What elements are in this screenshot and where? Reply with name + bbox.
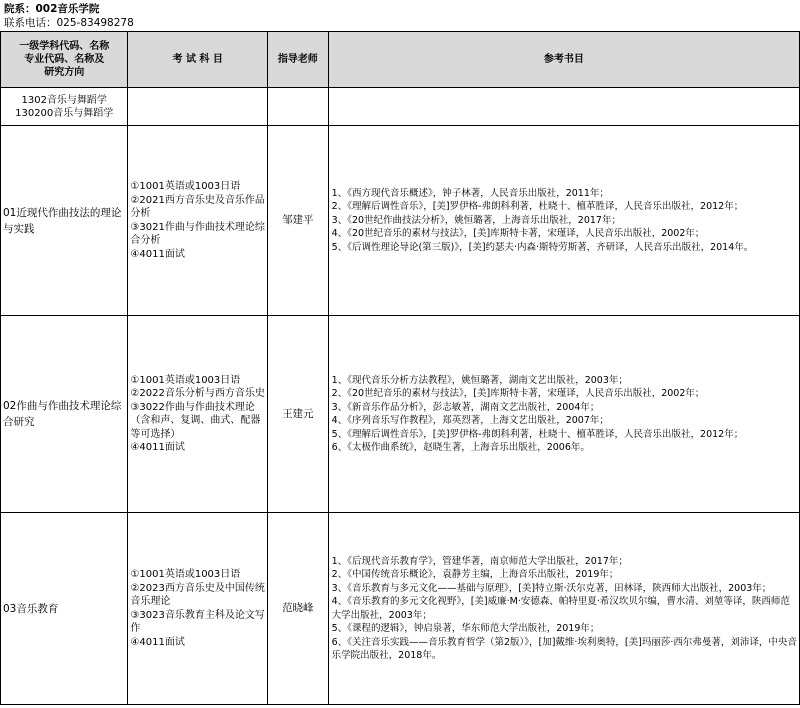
col-header-exams: 考 试 科 目 — [128, 32, 268, 88]
book-item: 4、《20世纪音乐的素材与技法》，[美]库斯特卡著，宋瑾译，人民音乐出版社，2002年； — [331, 228, 705, 240]
exam-item: ③3021作曲与作曲技术理论综合分析 — [130, 221, 265, 246]
exam-item: ④4011面试 — [130, 636, 185, 648]
col-header-direction: 一级学科代码、名称 专业代码、名称及 研究方向 — [1, 32, 128, 88]
college-label: 院系：002音乐学院 — [4, 3, 100, 15]
exam-item: ①1001英语或1003日语 — [130, 569, 241, 580]
exam-item: ①1001英语或1003日语 — [130, 181, 241, 192]
exam-cell — [128, 316, 268, 513]
col-header-books: 参考书目 — [328, 32, 799, 88]
book-item: 3、《音乐教育与多元文化——基础与原理》，[美]特立斯·沃尔克著，田林译，陕西师大出版社，2003年； — [331, 582, 772, 594]
exam-item: ②2021西方音乐史及音乐作品分析 — [130, 194, 265, 219]
exam-item: ④4011面试 — [130, 248, 185, 260]
col-header-teacher: 指导老师 — [267, 32, 328, 88]
exam-item: ③3022作曲与作曲技术理论（含和声、复调、曲式、配器等可选择） — [130, 401, 261, 440]
book-item: 3、《20世纪作曲技法分析》，姚恒璐著，上海音乐出版社，2017年； — [331, 214, 621, 226]
book-item: 5、《课程的逻辑》，钟启泉著，华东师范大学出版社，2019年； — [331, 623, 600, 634]
book-item: 2、《中国传统音乐概论》，袁静芳主编，上海音乐出版社，2019年； — [331, 569, 619, 580]
book-item: 4、《序列音乐写作教程》，郑英烈著，上海文艺出版社，2007年； — [331, 415, 609, 426]
books-cell — [328, 513, 799, 705]
book-item: 3、《新音乐作品分析》，彭志敏著，湖南文艺出版社，2004年； — [331, 401, 600, 413]
teacher-cell: 邹建平 — [267, 126, 328, 316]
exam-cell — [128, 513, 268, 705]
table-row — [1, 316, 800, 513]
exam-cell — [128, 126, 268, 316]
books-cell — [328, 126, 799, 316]
book-item: 1、《现代音乐分析方法教程》，姚恒璐著，湖南文艺出版社，2003年； — [331, 374, 628, 386]
book-item: 2、《理解后调性音乐》，[美]罗伊格-弗朗科利著，杜晓十、檀革胜译，人民音乐出版社，2012年； — [331, 201, 744, 213]
empty-cell — [267, 88, 328, 126]
empty-cell — [328, 88, 799, 126]
table-row — [1, 513, 800, 705]
table-row — [1, 126, 800, 316]
exam-item: ③3023音乐教育主科及论文写作 — [130, 609, 265, 634]
phone-label: 联系电话：025-83498278 — [4, 17, 134, 29]
catalog-table — [0, 31, 800, 705]
book-item: 5、《理解后调性音乐》，[美]罗伊格-弗朗科利著，杜晓十、檀革胜译，人民音乐出版社，2012年； — [331, 428, 744, 440]
teacher-cell: 王建元 — [267, 316, 328, 513]
book-item: 6、《关注音乐实践——音乐教育哲学（第2版）》，[加]戴维·埃利奥特，[美]玛丽莎·西尔弗曼著，刘沛译，中央音乐学院出版社，2018年。 — [331, 636, 797, 661]
exam-item: ④4011面试 — [130, 442, 185, 453]
books-cell — [328, 316, 799, 513]
book-item: 1、《后现代音乐教育学》，管建华著，南京师范大学出版社，2017年； — [331, 555, 628, 567]
direction-cell: 03音乐教育 — [1, 513, 128, 705]
book-item: 2、《20世纪音乐的素材与技法》，[美]库斯特卡著，宋瑾译，人民音乐出版社，2002年； — [331, 388, 705, 399]
table-header-row — [1, 32, 800, 88]
subject-row — [1, 88, 800, 126]
book-item: 1、《西方现代音乐概述》，钟子林著，人民音乐出版社，2011年； — [331, 187, 609, 199]
exam-item: ①1001英语或1003日语 — [130, 374, 241, 386]
subject-cell — [1, 88, 128, 126]
direction-cell: 02作曲与作曲技术理论综合研究 — [1, 316, 128, 513]
book-item: 6、《太极作曲系统》，赵晓生著，上海音乐出版社，2006年。 — [331, 442, 590, 453]
book-item: 5、《后调性理论导论(第三版)》，[美]约瑟夫·内森·斯特劳斯著，齐研译，人民音乐出版社，2014年。 — [331, 241, 754, 253]
teacher-cell: 范晓峰 — [267, 513, 328, 705]
subject-code-2: 130200音乐与舞蹈学 — [15, 107, 114, 119]
direction-cell: 01近现代作曲技法的理论与实践 — [1, 126, 128, 316]
empty-cell — [128, 88, 268, 126]
exam-item: ②2023西方音乐史及中国传统音乐理论 — [130, 582, 265, 607]
exam-item: ②2022音乐分析与西方音乐史 — [130, 388, 265, 399]
book-item: 4、《音乐教育的多元文化视野》，[美]威廉·M·安德森、帕特里夏·希汉坎贝尔编，曹水清、刘堃等译，陕西师范大学出版社，2003年； — [331, 596, 790, 621]
subject-code-1: 1302音乐与舞蹈学 — [21, 94, 107, 106]
